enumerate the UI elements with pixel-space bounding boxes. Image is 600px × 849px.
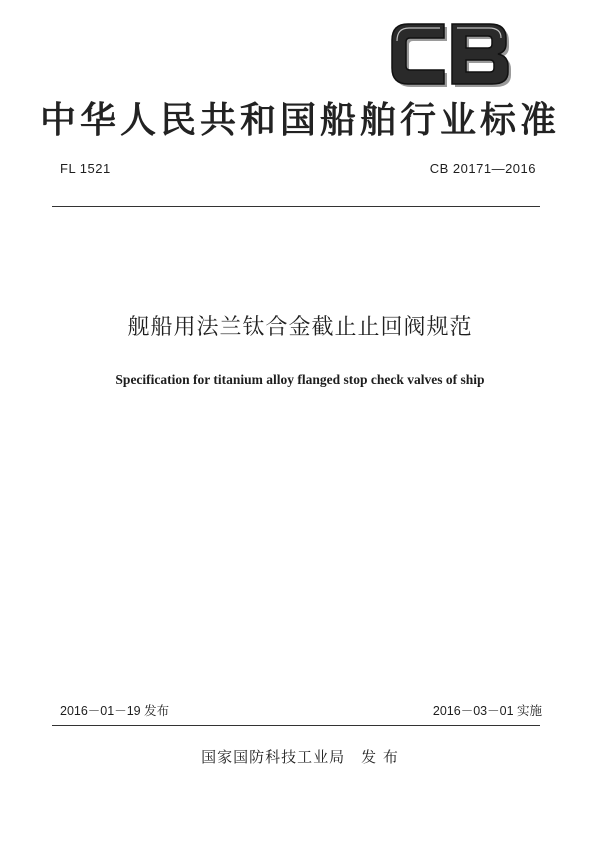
issue-date: 2016－01－19 发布 xyxy=(60,704,170,718)
implementation-date: 2016－03－01 实施 xyxy=(432,704,542,718)
issuing-authority: 国家国防科技工业局 发 布 xyxy=(201,748,399,766)
standard-category-title: 中华人民共和国船舶行业标准 xyxy=(39,100,560,141)
standard-number: CB 20171—2016 xyxy=(429,161,536,176)
header-divider xyxy=(52,206,540,207)
cb-logo-icon xyxy=(386,16,516,92)
classification-code: FL 1521 xyxy=(60,161,111,176)
document-title-zh: 舰船用法兰钛合金截止止回阀规范 xyxy=(127,315,473,340)
footer-divider xyxy=(52,725,540,726)
document-title-en: Specification for titanium alloy flanged stop check valves of ship xyxy=(115,372,485,387)
